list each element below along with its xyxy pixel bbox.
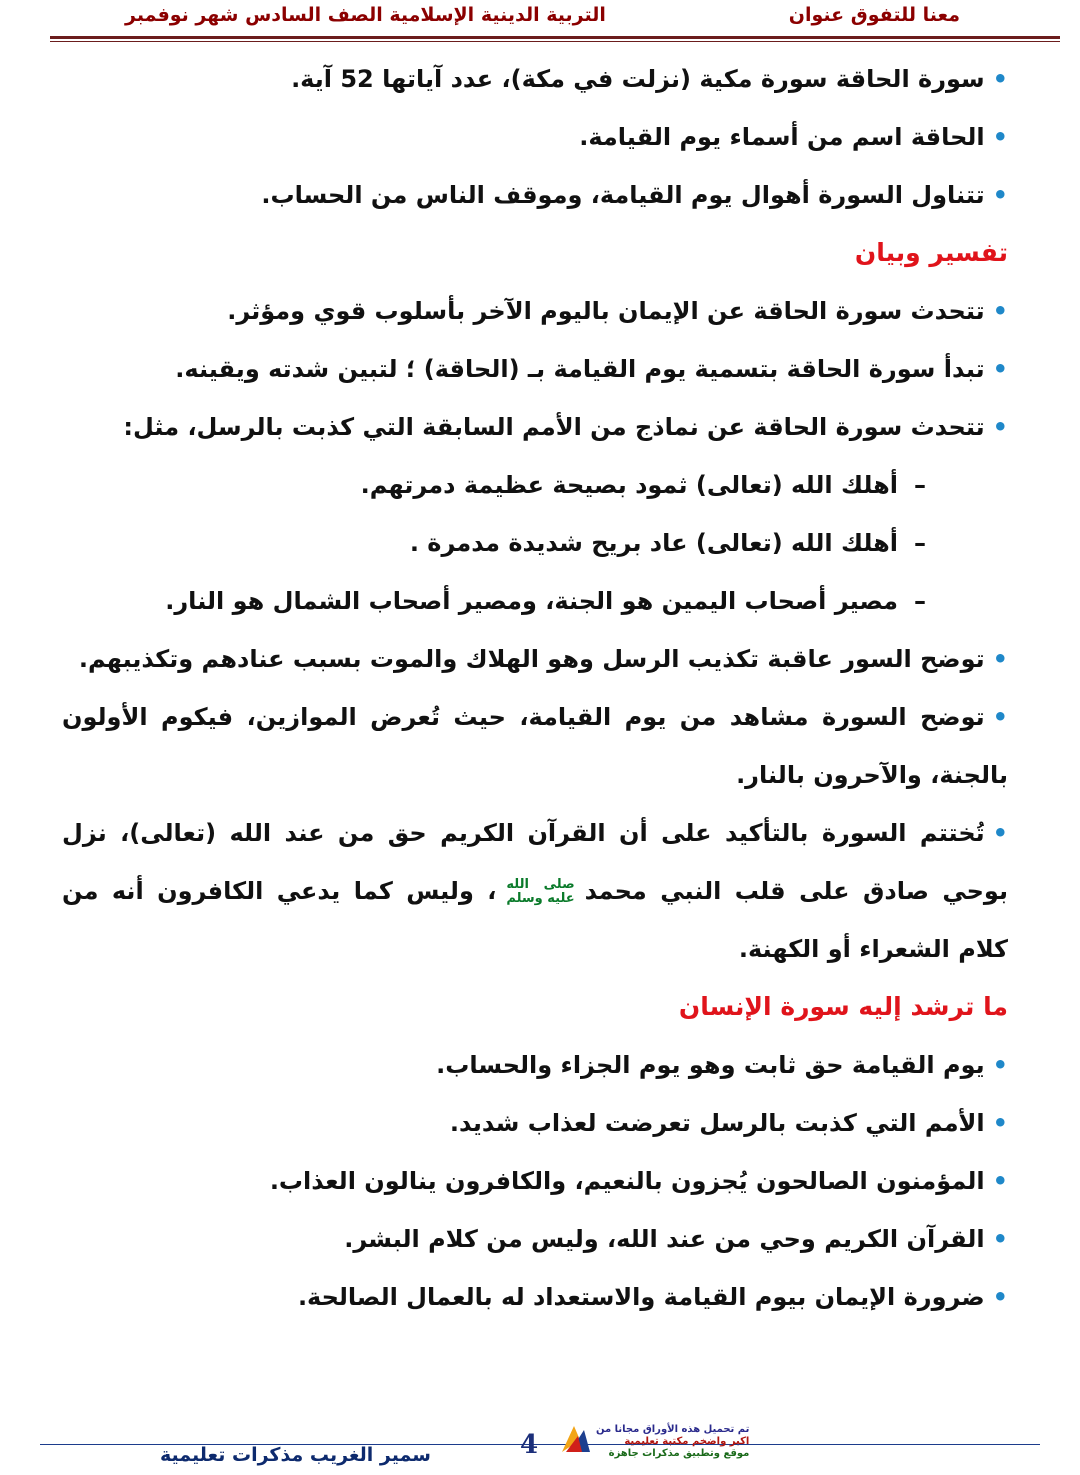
tafsir-item: •توضح السورة مشاهد من يوم القيامة، حيث تُعرض الموازين، فيكوم الأولون	[62, 703, 1008, 731]
bullet-icon: •	[992, 65, 1008, 93]
tafsir-sub-item: –أهلك الله (تعالى) ثمود بصيحة عظيمة دمرتهم.	[360, 471, 926, 499]
tafsir-item: •تبدأ سورة الحاقة بتسمية يوم القيامة بـ (الحاقة) ؛ لتبين شدته ويقينه.	[175, 355, 1008, 383]
header-slogan: معنا للتفوق عنوان	[788, 4, 960, 26]
guidance-item: •يوم القيامة حق ثابت وهو يوم الجزاء والحساب.	[436, 1051, 1008, 1079]
bullet-icon: •	[992, 819, 1008, 847]
guidance-item: •المؤمنون الصالحون يُجزون بالنعيم، والكافرون ينالون العذاب.	[269, 1167, 1008, 1195]
section-heading-tafsir: تفسير وبيان	[854, 238, 1008, 267]
dash-icon: –	[914, 587, 926, 615]
dash-icon: –	[914, 471, 926, 499]
intro-item: •الحاقة اسم من أسماء يوم القيامة.	[579, 123, 1008, 151]
page-header	[0, 0, 1080, 44]
tafsir-item-continuation: بوحي صادق على قلب النبي محمدصلى الله عليه وسلم، وليس كما يدعي الكافرون أنه من	[62, 877, 1008, 906]
bullet-icon: •	[992, 181, 1008, 209]
bullet-icon: •	[992, 645, 1008, 673]
pbuh-honorific-icon: صلى الله عليه وسلم	[506, 877, 575, 906]
header-subject-title: التربية الدينية الإسلامية الصف السادس شهر نوفمبر	[125, 4, 606, 26]
bullet-icon: •	[992, 1225, 1008, 1253]
intro-item: •سورة الحاقة سورة مكية (نزلت في مكة)، عدد آياتها 52 آية.	[291, 65, 1008, 93]
bullet-icon: •	[992, 703, 1008, 731]
footer-author: سمير الغريب مذكرات تعليمية	[160, 1444, 431, 1466]
lesson-content	[62, 50, 1008, 1326]
bullet-icon: •	[992, 123, 1008, 151]
tafsir-sub-item: –أهلك الله (تعالى) عاد بريح شديدة مدمرة .	[409, 529, 926, 557]
guidance-item: •ضرورة الإيمان بيوم القيامة والاستعداد له بالعمال الصالحة.	[297, 1283, 1008, 1311]
page-number: 4	[520, 1430, 539, 1460]
tafsir-item: •توضح السور عاقبة تكذيب الرسل وهو الهلاك والموت بسبب عنادهم وتكذيبهم.	[78, 645, 1008, 673]
guidance-item: •الأمم التي كذبت بالرسل تعرضت لعذاب شديد.	[449, 1109, 1008, 1137]
header-divider	[50, 36, 1060, 42]
bullet-icon: •	[992, 297, 1008, 325]
intro-item: •تتناول السورة أهوال يوم القيامة، وموقف الناس من الحساب.	[261, 181, 1008, 209]
publisher-promo: تم تحميل هذه الأوراق مجانا من اكبر واضخم مكتبة تعليمية موقع وتطبيق مذكرات جاهزة	[596, 1424, 750, 1459]
bullet-icon: •	[992, 1167, 1008, 1195]
bullet-icon: •	[992, 413, 1008, 441]
bullet-icon: •	[992, 1109, 1008, 1137]
bullet-icon: •	[992, 1051, 1008, 1079]
tafsir-item-continuation: كلام الشعراء أو الكهنة.	[738, 935, 1008, 963]
guidance-item: •القرآن الكريم وحي من عند الله، وليس من كلام البشر.	[344, 1225, 1008, 1253]
bullet-icon: •	[992, 355, 1008, 383]
section-heading-guidance: ما ترشد إليه سورة الإنسان	[678, 992, 1008, 1021]
tafsir-item: •تتحدث سورة الحاقة عن الإيمان باليوم الآخر بأسلوب قوي ومؤثر.	[227, 297, 1008, 325]
tafsir-sub-item: –مصير أصحاب اليمين هو الجنة، ومصير أصحاب الشمال هو النار.	[165, 587, 926, 615]
dash-icon: –	[914, 529, 926, 557]
tafsir-item: •تُختتم السورة بالتأكيد على أن القرآن الكريم حق من عند الله (تعالى)، نزل	[62, 819, 1008, 847]
publisher-logo-icon	[560, 1422, 594, 1456]
tafsir-item: •تتحدث سورة الحاقة عن نماذج من الأمم السابقة التي كذبت بالرسل، مثل:	[123, 413, 1008, 441]
bullet-icon: •	[992, 1283, 1008, 1311]
tafsir-item-continuation: بالجنة، والآحرون بالنار.	[736, 761, 1008, 789]
